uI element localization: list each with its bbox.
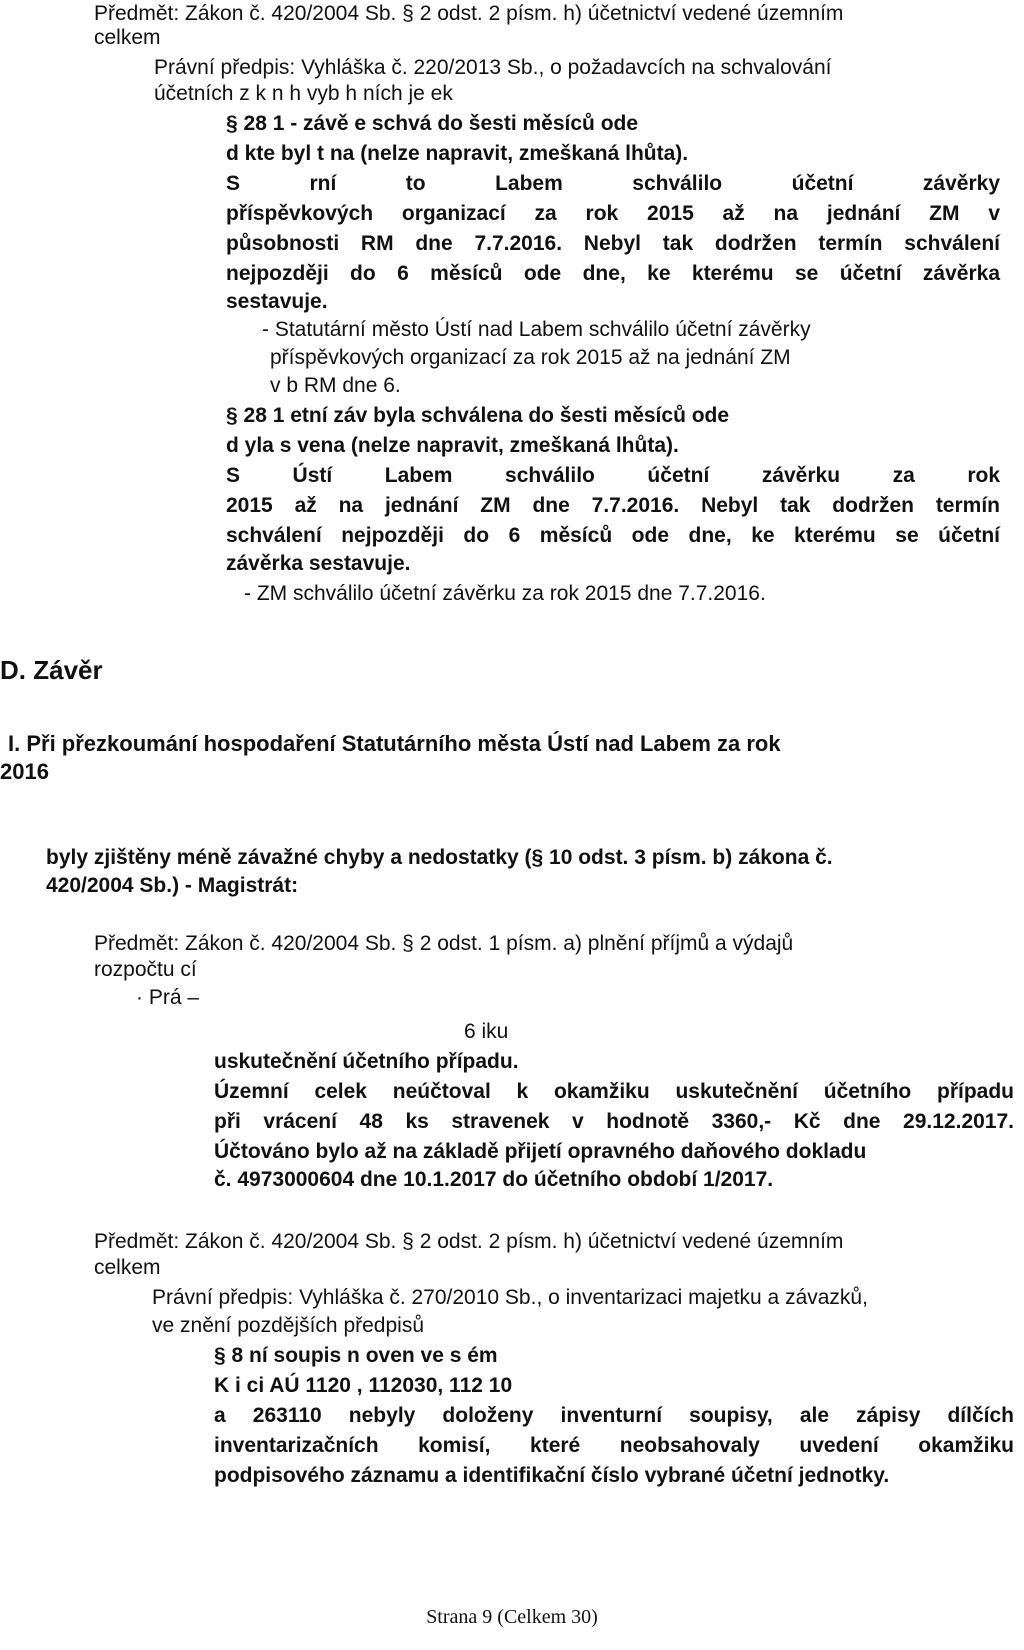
- finding-line: S rní to Labem schválilo účetní závěrky: [226, 172, 1000, 195]
- finding-line: inventarizačních komisí, které neobsahovaly uvedení okamžiku: [214, 1434, 1014, 1457]
- subject-line: Předmět: Zákon č. 420/2004 Sb. § 2 odst. 1 písm. a) plnění příjmů a výdajů: [94, 932, 794, 955]
- finding-line: § 28 1 etní záv byla schválena do šesti měsíců ode: [226, 404, 730, 427]
- finding-line: Územní celek neúčtoval k okamžiku uskutečnění účetního případu: [214, 1080, 1014, 1103]
- finding-line: schválení nejpozději do 6 měsíců ode dne, ke kterému se účetní: [226, 524, 1000, 547]
- regulation-fragment: 6 iku: [464, 1020, 509, 1043]
- subject-line: celkem: [94, 26, 161, 49]
- regulation-line: · Prá –: [136, 986, 200, 1009]
- finding-line: § 28 1 - závě e schvá do šesti měsíců ode: [226, 112, 639, 135]
- finding-line: závěrka sestavuje.: [226, 552, 411, 575]
- regulation-line: ve znění pozdějších předpisů: [152, 1314, 425, 1337]
- regulation-line: Právní předpis: Vyhláška č. 270/2010 Sb., o inventarizaci majetku a závazků,: [152, 1286, 868, 1309]
- subject-line: Předmět: Zákon č. 420/2004 Sb. § 2 odst. 2 písm. h) účetnictví vedené územním: [94, 1230, 844, 1253]
- errors-line: byly zjištěny méně závažné chyby a nedostatky (§ 10 odst. 3 písm. b) zákona č.: [46, 846, 833, 869]
- section-heading: D. Závěr: [0, 655, 103, 685]
- remedy-line: v b RM dne 6.: [270, 374, 401, 397]
- finding-line: při vrácení 48 ks stravenek v hodnotě 3360,- Kč dne 29.12.2017.: [214, 1110, 1014, 1133]
- finding-line: č. 4973000604 dne 10.1.2017 do účetního období 1/2017.: [214, 1168, 774, 1191]
- remedy-line: - Statutární město Ústí nad Labem schválilo účetní závěrky: [262, 318, 811, 341]
- finding-line: d yla s vena (nelze napravit, zmeškaná lhůta).: [226, 434, 679, 457]
- remedy-line: příspěvkových organizací za rok 2015 až na jednání ZM: [270, 346, 791, 369]
- finding-line: podpisového záznamu a identifikační číslo vybrané účetní jednotky.: [214, 1464, 890, 1487]
- remedy-line: - ZM schválilo účetní závěrku za rok 2015 dne 7.7.2016.: [244, 582, 766, 605]
- regulation-line: Právní předpis: Vyhláška č. 220/2013 Sb., o požadavcích na schvalování: [154, 56, 832, 79]
- finding-line: sestavuje.: [226, 290, 328, 313]
- subject-line: rozpočtu cí: [94, 958, 197, 981]
- finding-line: Účtováno bylo až na základě přijetí opravného daňového dokladu: [214, 1140, 867, 1163]
- regulation-line: účetních z k n h vyb h ních je ek: [154, 82, 453, 105]
- page-footer: Strana 9 (Celkem 30): [426, 1606, 598, 1628]
- finding-line: a 263110 nebyly doloženy inventurní soupisy, ale zápisy dílčích: [214, 1404, 1014, 1427]
- finding-line: d kte byl t na (nelze napravit, zmeškaná lhůta).: [226, 142, 689, 165]
- subject-line: Předmět: Zákon č. 420/2004 Sb. § 2 odst. 2 písm. h) účetnictví vedené územním: [94, 2, 844, 25]
- finding-line: uskutečnění účetního případu.: [214, 1050, 519, 1073]
- finding-line: nejpozději do 6 měsíců ode dne, ke kterému se účetní závěrka: [226, 262, 1000, 285]
- finding-line: K i ci AÚ 1120 , 112030, 112 10: [214, 1374, 513, 1397]
- finding-line: příspěvkových organizací za rok 2015 až na jednání ZM v: [226, 202, 1000, 225]
- conclusion-heading: 2016: [0, 759, 49, 784]
- finding-line: působnosti RM dne 7.7.2016. Nebyl tak dodržen termín schválení: [226, 232, 1000, 255]
- finding-line: 2015 až na jednání ZM dne 7.7.2016. Nebyl tak dodržen termín: [226, 494, 1000, 517]
- conclusion-heading: I. Při přezkoumání hospodaření Statutárního města Ústí nad Labem za rok: [8, 731, 781, 756]
- finding-line: S Ústí Labem schválilo účetní závěrku za rok: [226, 464, 1000, 487]
- subject-line: celkem: [94, 1256, 161, 1279]
- errors-line: 420/2004 Sb.) - Magistrát:: [46, 874, 299, 897]
- finding-line: § 8 ní soupis n oven ve s ém: [214, 1344, 498, 1367]
